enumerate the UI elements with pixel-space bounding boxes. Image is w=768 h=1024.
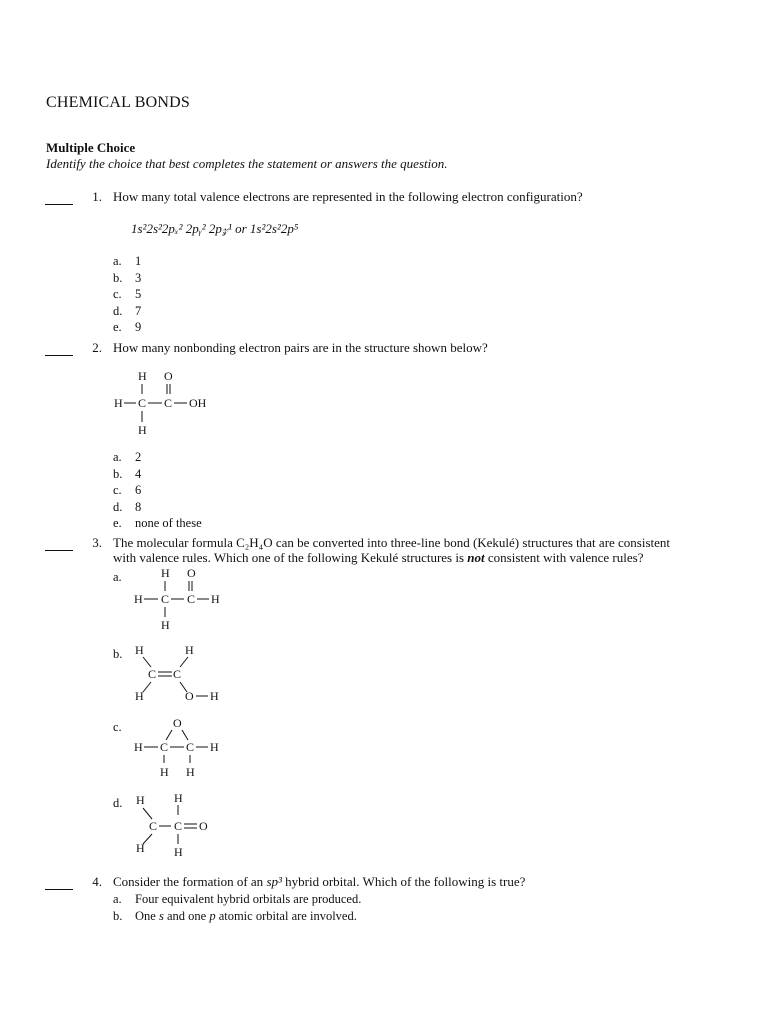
svg-text:H: H	[114, 396, 123, 410]
option-a-label[interactable]: a.	[113, 570, 122, 584]
instructions: Identify the choice that best completes the statement or answers the question.	[46, 156, 448, 171]
svg-text:H: H	[136, 841, 145, 855]
option-d-label[interactable]: d.	[113, 796, 123, 810]
svg-text:OH: OH	[189, 396, 207, 410]
answer-blank-4[interactable]	[45, 889, 73, 890]
svg-text:O: O	[173, 716, 182, 730]
option-a[interactable]: a. Four equivalent hybrid orbitals are produced.	[113, 892, 362, 906]
option-d[interactable]: d. 7	[113, 303, 142, 318]
option-b[interactable]: b. One s and one p atomic orbital are involved.	[113, 908, 357, 923]
answer-blank-2[interactable]	[45, 355, 73, 356]
question-text: The molecular formula C₂H₄O can be converted into three-line bond (Kekulé) structures that are consistent with valence rules. Which one of the following Kekulé structures is not consistent with valence rules?	[113, 535, 671, 565]
option-d[interactable]: d. 8	[113, 499, 142, 514]
svg-text:C: C	[148, 667, 157, 681]
svg-text:H: H	[186, 765, 195, 779]
option-b[interactable]: b. 3	[113, 270, 142, 285]
svg-text:H: H	[138, 369, 147, 383]
svg-text:H: H	[210, 689, 219, 703]
svg-text:H: H	[174, 791, 183, 805]
svg-text:C: C	[187, 592, 196, 606]
option-c-label[interactable]: c.	[113, 720, 122, 734]
section-heading: Multiple Choice	[46, 140, 136, 155]
invalid-carbon-structure	[130, 790, 230, 864]
answer-blank-1[interactable]	[45, 204, 73, 205]
option-a[interactable]: a. 2	[113, 450, 142, 464]
question-text: How many total valence electrons are represented in the following electron configuration?	[113, 189, 583, 204]
option-e[interactable]: e. 9	[113, 320, 142, 334]
svg-text:H: H	[161, 618, 170, 632]
svg-text:H: H	[136, 793, 145, 807]
svg-text:H: H	[211, 592, 220, 606]
option-c[interactable]: c. 5	[113, 287, 142, 301]
question-number: 4.	[92, 874, 102, 889]
page-title: CHEMICAL BONDS	[46, 94, 190, 111]
svg-text:H: H	[138, 423, 147, 437]
option-a[interactable]: a. 1	[113, 254, 142, 268]
answer-blank-3[interactable]	[45, 550, 73, 551]
electron-configuration: 1s²2s²2pₓ² 2pᵧ² 2p𝓏¹ or 1s²2s²2p⁵	[131, 221, 299, 236]
option-c[interactable]: c. 6	[113, 483, 142, 497]
svg-text:O: O	[199, 819, 208, 833]
question-text: How many nonbonding electron pairs are in the structure shown below?	[113, 340, 488, 355]
svg-text:H: H	[161, 566, 170, 580]
svg-text:H: H	[210, 740, 219, 754]
question-number: 1.	[92, 189, 102, 204]
svg-text:H: H	[174, 845, 183, 859]
question-text: Consider the formation of an sp³ hybrid orbital. Which of the following is true?	[113, 874, 526, 889]
option-e[interactable]: e. none of these	[113, 516, 202, 530]
question-number: 2.	[92, 340, 102, 355]
acetaldehyde-structure	[130, 564, 230, 636]
svg-text:H: H	[160, 765, 169, 779]
options-q1	[113, 253, 141, 336]
svg-text:C: C	[173, 667, 182, 681]
vinyl-alcohol-structure	[130, 640, 230, 710]
ethylene-oxide-structure	[130, 714, 230, 786]
options-q2	[113, 449, 202, 532]
svg-text:C: C	[149, 819, 158, 833]
svg-text:H: H	[135, 689, 144, 703]
svg-text:H: H	[134, 740, 143, 754]
option-b-label[interactable]: b.	[113, 647, 123, 661]
svg-text:C: C	[138, 396, 147, 410]
acetic-acid-structure	[112, 366, 222, 442]
svg-text:H: H	[135, 643, 144, 657]
svg-text:H: H	[134, 592, 143, 606]
option-b[interactable]: b. 4	[113, 466, 142, 481]
svg-text:O: O	[187, 566, 196, 580]
svg-text:C: C	[160, 740, 169, 754]
svg-text:O: O	[164, 369, 173, 383]
svg-text:C: C	[161, 592, 170, 606]
question-number: 3.	[92, 535, 102, 550]
options-q4	[113, 891, 361, 924]
svg-text:O: O	[185, 689, 194, 703]
svg-text:C: C	[186, 740, 195, 754]
svg-text:C: C	[174, 819, 183, 833]
svg-text:H: H	[185, 643, 194, 657]
svg-text:C: C	[164, 396, 173, 410]
